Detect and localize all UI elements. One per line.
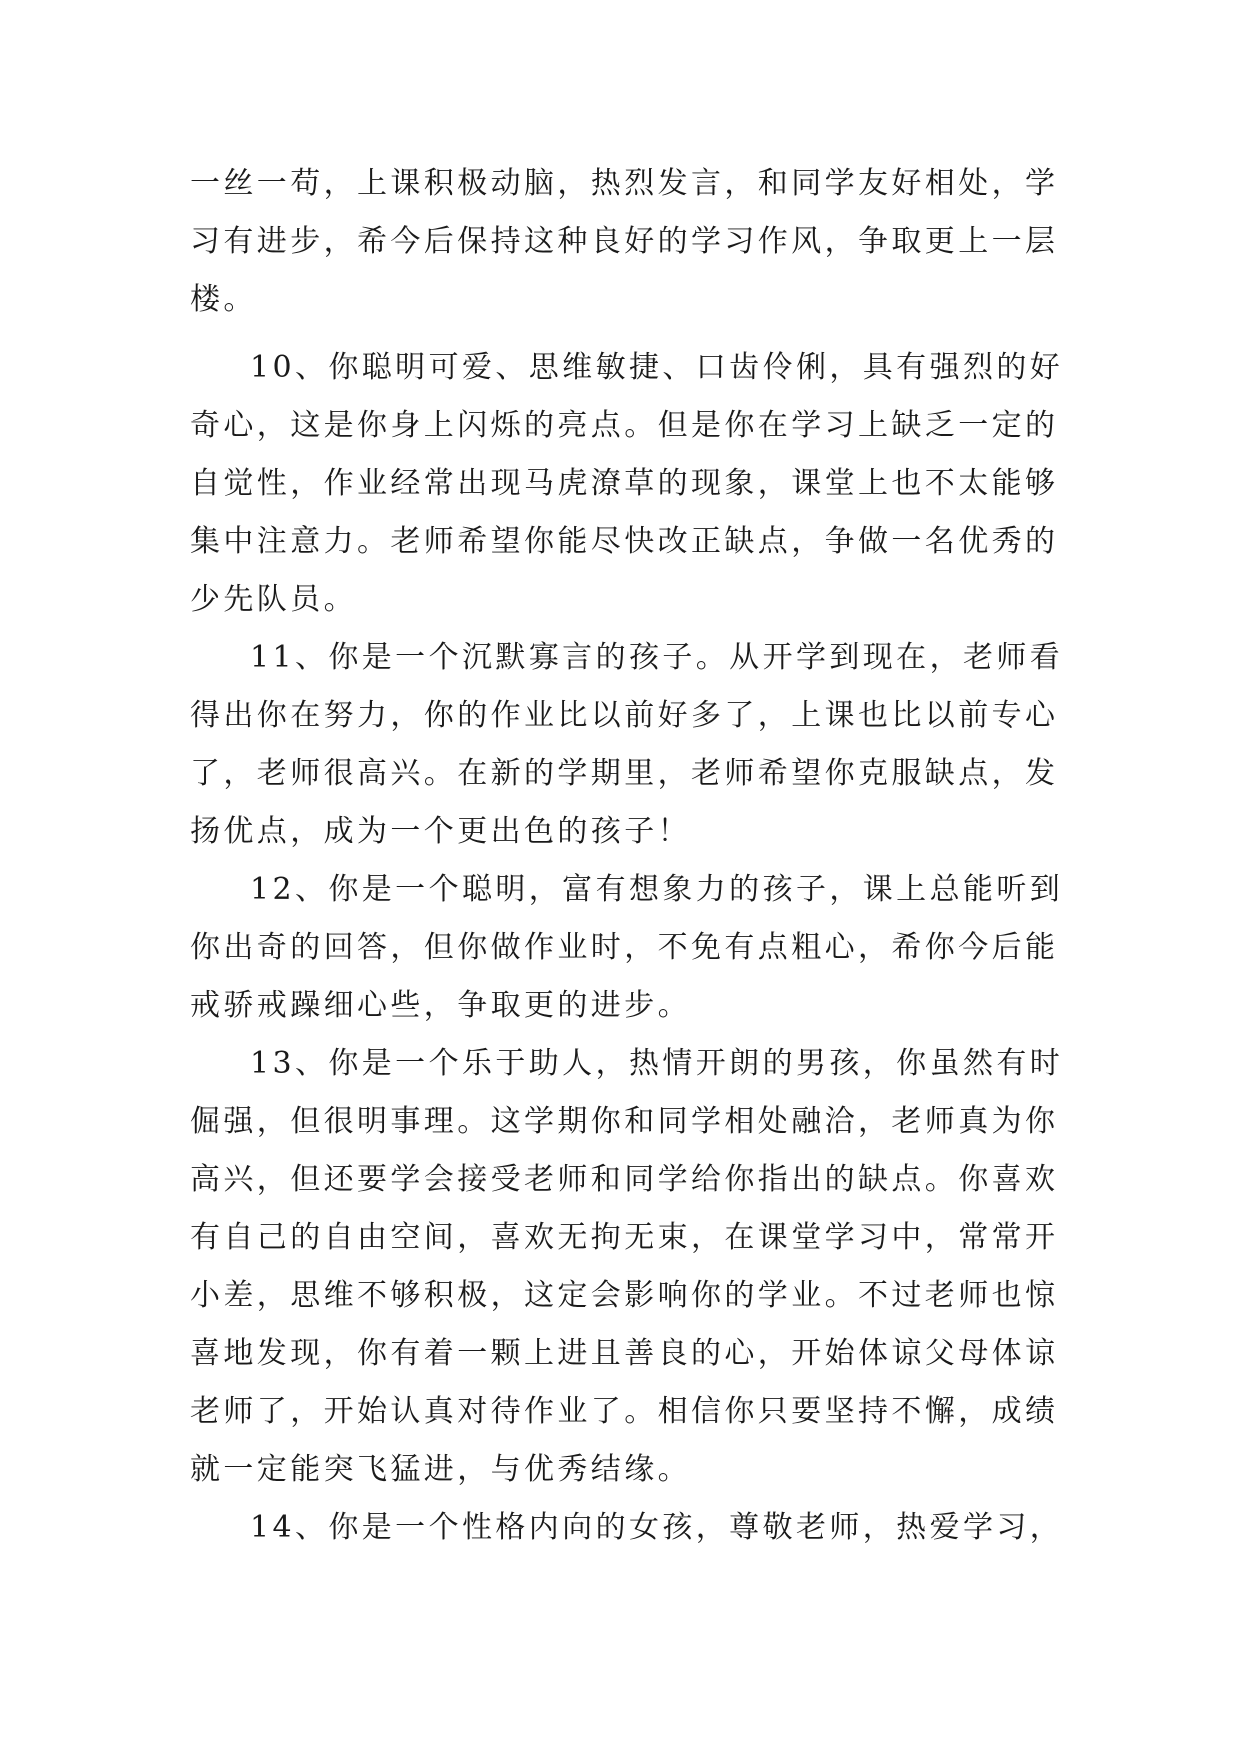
paragraph-start-11: 11、你是一个沉默寡言的孩子。从开学到现在，老师看 bbox=[250, 640, 1064, 675]
paragraph-start-10: 10、你聪明可爱、思维敏捷、口齿伶俐，具有强烈的好 bbox=[250, 350, 1064, 385]
paragraph-start-12: 12、你是一个聪明，富有想象力的孩子，课上总能听到 bbox=[250, 872, 1064, 907]
text-line: 倔强，但很明事理。这学期你和同学相处融洽，老师真为你 bbox=[190, 1104, 1059, 1139]
text-line: 喜地发现，你有着一颗上进且善良的心，开始体谅父母体谅 bbox=[190, 1336, 1059, 1371]
text-line: 就一定能突飞猛进，与优秀结缘。 bbox=[190, 1452, 691, 1487]
document-body bbox=[190, 155, 1064, 1557]
text-line: 高兴，但还要学会接受老师和同学给你指出的缺点。你喜欢 bbox=[190, 1162, 1059, 1197]
text-line: 戒骄戒躁细心些，争取更的进步。 bbox=[190, 988, 691, 1023]
text-line: 自觉性，作业经常出现马虎潦草的现象，课堂上也不太能够 bbox=[190, 466, 1059, 501]
text-line: 习有进步，希今后保持这种良好的学习作风，争取更上一层 bbox=[190, 224, 1059, 259]
text-line: 一丝一苟，上课积极动脑，热烈发言，和同学友好相处，学 bbox=[190, 166, 1059, 201]
paragraph-start-13: 13、你是一个乐于助人，热情开朗的男孩，你虽然有时 bbox=[250, 1046, 1064, 1081]
text-line: 了，老师很高兴。在新的学期里，老师希望你克服缺点，发 bbox=[190, 756, 1059, 791]
paragraph-start-14: 14、你是一个性格内向的女孩，尊敬老师，热爱学习， bbox=[250, 1510, 1064, 1545]
text-line: 小差，思维不够积极，这定会影响你的学业。不过老师也惊 bbox=[190, 1278, 1059, 1313]
text-line: 奇心，这是你身上闪烁的亮点。但是你在学习上缺乏一定的 bbox=[190, 408, 1059, 443]
text-line: 你出奇的回答，但你做作业时，不免有点粗心，希你今后能 bbox=[190, 930, 1059, 965]
text-line: 得出你在努力，你的作业比以前好多了，上课也比以前专心 bbox=[190, 698, 1059, 733]
text-line: 老师了，开始认真对待作业了。相信你只要坚持不懈，成绩 bbox=[190, 1394, 1059, 1429]
text-line: 有自己的自由空间，喜欢无拘无束，在课堂学习中，常常开 bbox=[190, 1220, 1059, 1255]
text-line: 集中注意力。老师希望你能尽快改正缺点，争做一名优秀的 bbox=[190, 524, 1059, 559]
text-line: 楼。 bbox=[190, 282, 257, 317]
text-line: 扬优点，成为一个更出色的孩子！ bbox=[190, 814, 691, 849]
text-line: 少先队员。 bbox=[190, 582, 357, 617]
